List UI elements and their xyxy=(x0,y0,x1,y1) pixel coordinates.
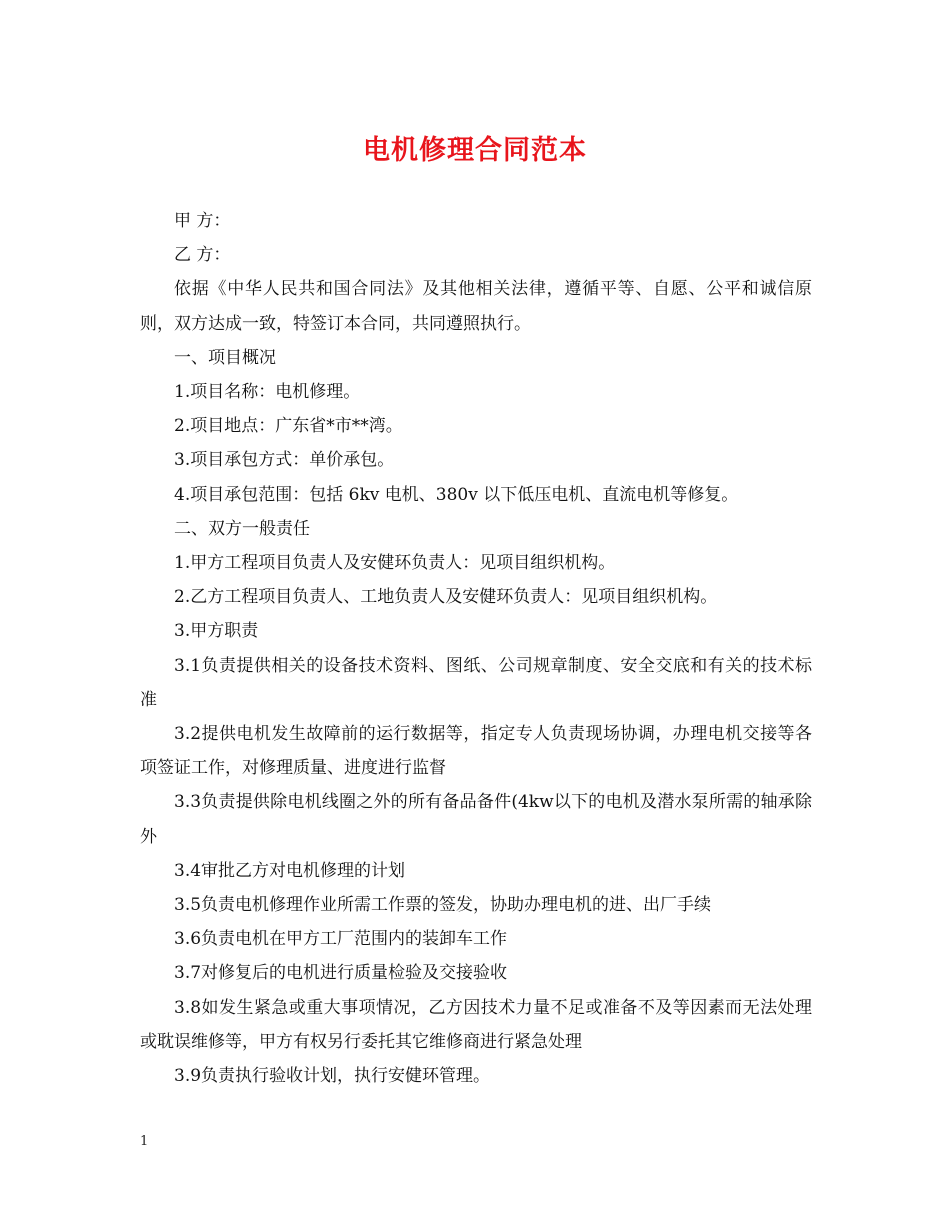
paragraph-project-location: 2.项目地点：广东省*市**湾。 xyxy=(174,416,403,437)
paragraph-duty-3-6: 3.6负责电机在甲方工厂范围内的装卸车工作 xyxy=(174,929,508,950)
paragraph-duty-3-9: 3.9负责执行验收计划，执行安健环管理。 xyxy=(174,1066,491,1087)
paragraph-preamble: 依据《中华人民共和国合同法》及其他相关法律，遵循平等、自愿、公平和诚信原则，双方达成一致，特签订本合同，共同遵照执行。 xyxy=(140,279,812,334)
paragraph-duty-3-5: 3.5负责电机修理作业所需工作票的签发，协助办理电机的进、出厂手续 xyxy=(174,895,712,916)
paragraph-party-b: 乙 方： xyxy=(174,245,231,266)
paragraph-duty-3-8: 3.8如发生紧急或重大事项情况，乙方因技术力量不足或准备不及等因素而无法处理或耽误维修等，甲方有权另行委托其它维修商进行紧急处理 xyxy=(140,997,812,1052)
paragraph-duty-3-3: 3.3负责提供除电机线圈之外的所有备品备件(4kw以下的电机及潜水泵所需的轴承除外 xyxy=(140,792,812,847)
paragraph-duty-3-7: 3.7对修复后的电机进行质量检验及交接验收 xyxy=(174,963,508,984)
page-number: 1 xyxy=(140,1134,149,1149)
paragraph-contract-mode: 3.项目承包方式：单价承包。 xyxy=(174,450,395,471)
paragraph-party-a: 甲 方： xyxy=(174,211,231,231)
paragraph-party-a-leader: 1.甲方工程项目负责人及安健环负责人：见项目组织机构。 xyxy=(174,553,616,574)
document-body xyxy=(140,204,812,1093)
paragraph-party-b-leader: 2.乙方工程项目负责人、工地负责人及安健环负责人：见项目组织机构。 xyxy=(174,587,718,608)
section-heading-project-overview: 一、项目概况 xyxy=(174,347,276,368)
document-title: 电机修理合同范本 xyxy=(363,135,587,166)
paragraph-duty-3-4: 3.4审批乙方对电机修理的计划 xyxy=(174,860,406,881)
paragraph-contract-scope: 4.项目承包范围：包括 6kv 电机、380v 以下低压电机、直流电机等修复。 xyxy=(174,484,739,505)
paragraph-duty-3-1: 3.1负责提供相关的设备技术资料、图纸、公司规章制度、安全交底和有关的技术标准 xyxy=(140,655,812,710)
subheading-party-a-duties: 3.甲方职责 xyxy=(174,621,259,642)
paragraph-project-name: 1.项目名称：电机修理。 xyxy=(174,382,361,403)
paragraph-duty-3-2: 3.2提供电机发生故障前的运行数据等，指定专人负责现场协调，办理电机交接等各项签证工作，对修理质量、进度进行监督 xyxy=(140,724,812,779)
section-heading-general-responsibilities: 二、双方一般责任 xyxy=(174,518,310,539)
